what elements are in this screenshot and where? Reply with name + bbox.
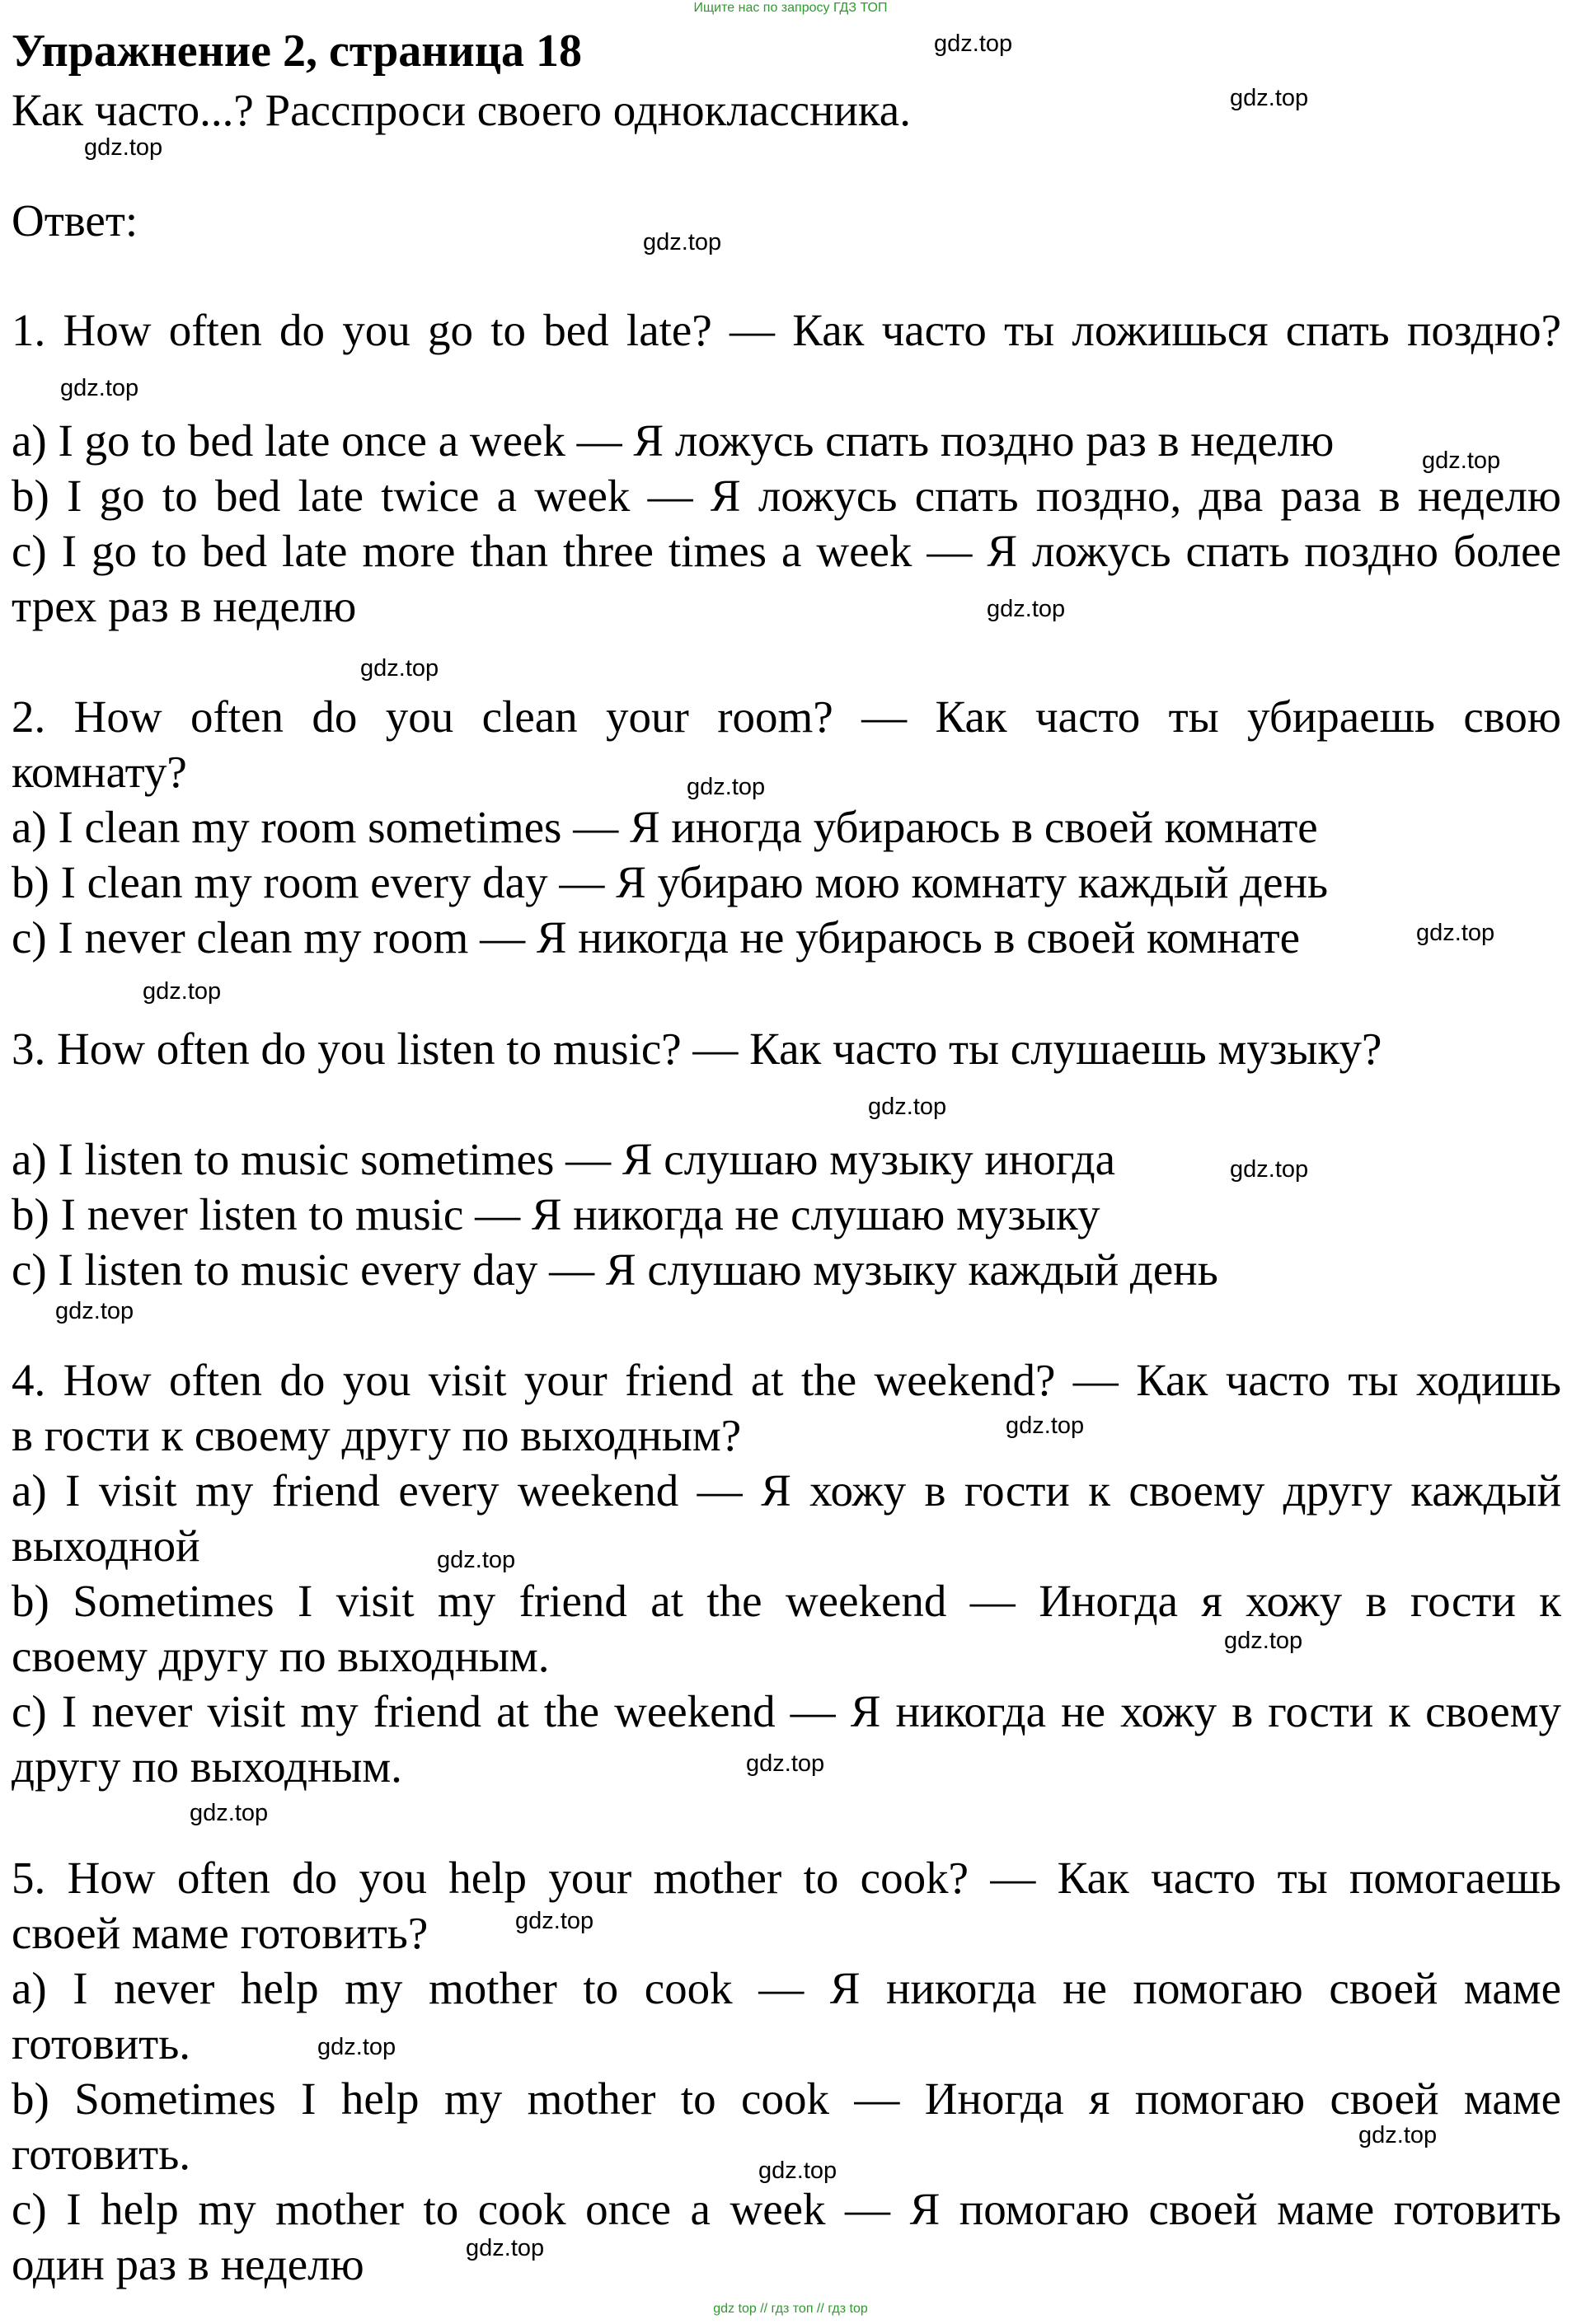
question-4-line-2: в гости к своему другу по выходным? [12,1410,742,1460]
answer-1a: a) I go to bed late once a week — Я ложусь спать поздно раз в неделю [12,415,1335,466]
watermark: gdz.top [758,2158,837,2184]
watermark: gdz.top [987,596,1066,622]
watermark: gdz.top [1230,85,1309,111]
answer-4a-line-1: a) I visit my friend every weekend — Я хожу в гости к своему другу каждый [12,1465,1561,1516]
answer-4c-line-1: c) I never visit my friend at the weekend — Я никогда не хожу в гости к своему [12,1686,1561,1736]
watermark: gdz.top [84,134,163,161]
answer-5a-line-1: a) I never help my mother to cook — Я никогда не помогаю своей маме [12,1963,1561,2013]
answer-5b-line-2: готовить. [12,2129,191,2179]
watermark: gdz.top [934,30,1013,57]
watermark: gdz.top [143,978,222,1005]
answer-2a: a) I clean my room sometimes — Я иногда убираюсь в своей комнате [12,802,1318,852]
watermark: gdz.top [466,2235,545,2261]
watermark: gdz.top [437,1547,516,1573]
answer-1c-line-1: c) I go to bed late more than three times a week — Я ложусь спать поздно более [12,526,1561,576]
watermark: gdz.top [190,1800,269,1826]
question-2-line-1: 2. How often do you clean your room? — Как часто ты убираешь свою [12,691,1561,742]
watermark: gdz.top [868,1094,947,1120]
answer-2c: c) I never clean my room — Я никогда не убираюсь в своей комнате [12,912,1301,963]
top-banner: Ищите нас по запросу ГДЗ ТОП [693,1,888,15]
answer-1c-line-2: трех раз в неделю [12,581,357,631]
answer-5c-line-1: c) I help my mother to cook once a week — Я помогаю своей маме готовить [12,2184,1561,2234]
answer-5c-line-2: один раз в неделю [12,2239,364,2289]
task-text: Как часто...? Расспроси своего одноклассника. [12,85,911,135]
answer-5b-line-1: b) Sometimes I help my mother to cook — Иногда я помогаю своей маме [12,2073,1561,2124]
watermark: gdz.top [643,229,722,255]
watermark: gdz.top [55,1298,134,1324]
question-4-line-1: 4. How often do you visit your friend at the weekend? — Как часто ты ходишь [12,1355,1561,1405]
answer-3b: b) I never listen to music — Я никогда не слушаю музыку [12,1189,1100,1239]
answer-3c: c) I listen to music every day — Я слушаю музыку каждый день [12,1244,1218,1295]
watermark: gdz.top [1358,2122,1438,2148]
answer-4c-line-2: другу по выходным. [12,1741,402,1792]
question-5-line-2: своей маме готовить? [12,1908,429,1958]
watermark: gdz.top [687,774,766,800]
watermark: gdz.top [746,1750,825,1777]
question-5-line-1: 5. How often do you help your mother to cook? — Как часто ты помогаешь [12,1853,1561,1903]
watermark: gdz.top [1006,1413,1085,1439]
question-1: 1. How often do you go to bed late? — Как часто ты ложишься спать поздно? [12,305,1561,355]
answer-4a-line-2: выходной [12,1520,200,1571]
watermark: gdz.top [317,2034,396,2060]
question-3: 3. How often do you listen to music? — Как часто ты слушаешь музыку? [12,1024,1382,1074]
answer-4b-line-2: своему другу по выходным. [12,1631,550,1681]
watermark: gdz.top [60,375,139,401]
watermark: gdz.top [1416,920,1495,946]
answer-1b: b) I go to bed late twice a week — Я ложусь спать поздно, два раза в неделю [12,471,1561,521]
watermark: gdz.top [515,1908,594,1934]
answer-label: Ответ: [12,195,138,246]
watermark: gdz.top [1230,1156,1309,1183]
footer-links: gdz top // гдз топ // гдз top [713,2302,868,2316]
watermark: gdz.top [1224,1628,1303,1654]
watermark: gdz.top [1422,447,1501,474]
watermark: gdz.top [360,655,439,682]
answer-2b: b) I clean my room every day — Я убираю мою комнату каждый день [12,857,1329,907]
answer-4b-line-1: b) Sometimes I visit my friend at the weekend — Иногда я хожу в гости к [12,1576,1561,1626]
answer-5a-line-2: готовить. [12,2018,191,2069]
answer-3a: a) I listen to music sometimes — Я слушаю музыку иногда [12,1134,1116,1184]
page-title: Упражнение 2, страница 18 [12,26,583,77]
question-2-line-2: комнату? [12,747,187,797]
